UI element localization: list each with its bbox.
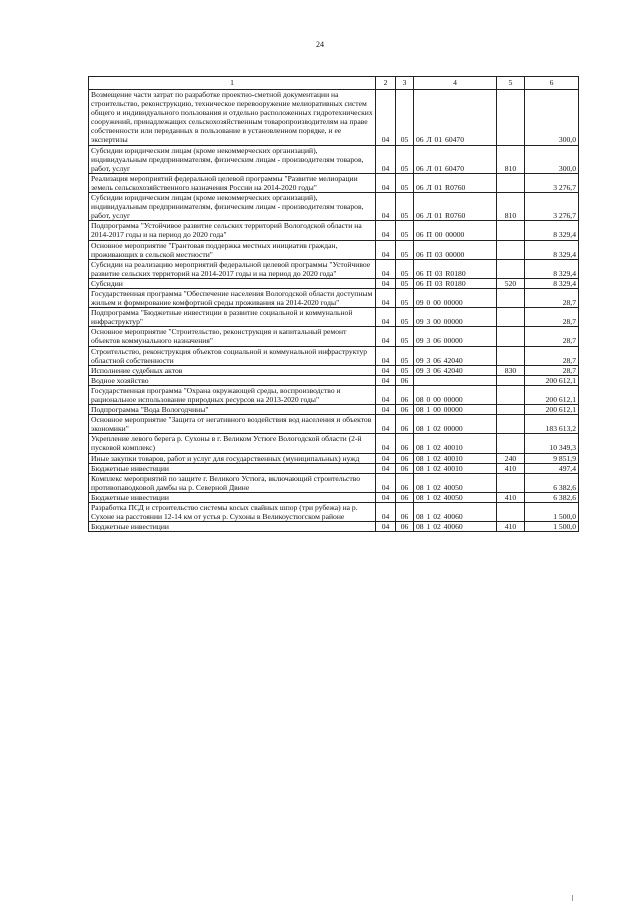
- row-subsection-cell: 06: [396, 385, 414, 404]
- row-expense-type-cell: [497, 240, 525, 259]
- row-target-article-cell: 09 3 06 42040: [414, 346, 497, 365]
- row-expense-type-cell: 410: [497, 492, 525, 502]
- header-col-1: 1: [89, 77, 376, 90]
- row-target-article-cell: 08 1 02 40010: [414, 463, 497, 473]
- row-target-article-cell: 09 3 06 42040: [414, 365, 497, 375]
- row-subsection-cell: 05: [396, 193, 414, 221]
- table-row: [89, 240, 579, 259]
- row-name-cell: Подпрограмма "Устойчивое развитие сельских территорий Вологодской области на 2014-2017 годы и на период до 2020 года": [89, 221, 376, 240]
- table-row: [89, 385, 579, 404]
- row-section-cell: 04: [376, 278, 396, 288]
- row-target-article-cell: 06 Л 01 R0760: [414, 193, 497, 221]
- row-target-article-cell: 08 1 00 00000: [414, 405, 497, 415]
- row-subsection-cell: 05: [396, 308, 414, 327]
- row-name-cell: Водное хозяйство: [89, 375, 376, 385]
- row-target-article-cell: 06 П 00 00000: [414, 221, 497, 240]
- table-row: [89, 375, 579, 385]
- row-amount-cell: 28,7: [525, 308, 579, 327]
- table-row: [89, 346, 579, 365]
- row-expense-type-cell: 810: [497, 145, 525, 173]
- header-col-5: 5: [497, 77, 525, 90]
- table-row: [89, 453, 579, 463]
- row-amount-cell: 28,7: [525, 346, 579, 365]
- table-row: [89, 463, 579, 473]
- row-section-cell: 04: [376, 503, 396, 522]
- row-target-article-cell: 08 1 02 40010: [414, 434, 497, 453]
- row-expense-type-cell: [497, 415, 525, 434]
- row-name-cell: Субсидии юридическим лицам (кроме некоммерческих организаций), индивидуальным предпринимателям, физическим лицам - производителям товаров, работ, услуг: [89, 145, 376, 173]
- row-section-cell: 04: [376, 434, 396, 453]
- row-target-article-cell: 06 Л 01 60470: [414, 145, 497, 173]
- row-amount-cell: 28,7: [525, 288, 579, 307]
- row-subsection-cell: 05: [396, 173, 414, 192]
- row-expense-type-cell: [497, 173, 525, 192]
- row-amount-cell: 3 276,7: [525, 193, 579, 221]
- row-amount-cell: 6 382,6: [525, 473, 579, 492]
- row-expense-type-cell: [497, 327, 525, 346]
- table-row: [89, 145, 579, 173]
- row-name-cell: Исполнение судебных актов: [89, 365, 376, 375]
- row-section-cell: 04: [376, 522, 396, 532]
- header-col-2: 2: [376, 77, 396, 90]
- row-section-cell: 04: [376, 221, 396, 240]
- row-target-article-cell: 06 П 03 R0180: [414, 259, 497, 278]
- table-row: [89, 259, 579, 278]
- row-name-cell: Комплекс мероприятий по защите г. Великого Устюга, включающий строительство противопаводковой дамбы на р. Северной Двине: [89, 473, 376, 492]
- row-section-cell: 04: [376, 90, 396, 146]
- row-name-cell: Субсидии: [89, 278, 376, 288]
- row-name-cell: Укрепление левого берега р. Сухоны в г. Великом Устюге Вологодской области (2-й пусковой комплекс): [89, 434, 376, 453]
- row-name-cell: Основное мероприятие "Строительство, реконструкция и капитальный ремонт объектов коммунального назначения": [89, 327, 376, 346]
- row-target-article-cell: 08 1 02 40060: [414, 503, 497, 522]
- row-section-cell: 04: [376, 415, 396, 434]
- row-target-article-cell: 06 Л 01 60470: [414, 90, 497, 146]
- row-section-cell: 04: [376, 173, 396, 192]
- row-subsection-cell: 06: [396, 463, 414, 473]
- row-subsection-cell: 06: [396, 522, 414, 532]
- table-row: [89, 503, 579, 522]
- row-section-cell: 04: [376, 385, 396, 404]
- table-row: [89, 221, 579, 240]
- table-row: [89, 434, 579, 453]
- row-amount-cell: 8 329,4: [525, 240, 579, 259]
- row-amount-cell: 10 349,3: [525, 434, 579, 453]
- row-name-cell: Бюджетные инвестиции: [89, 522, 376, 532]
- table-row: [89, 473, 579, 492]
- row-name-cell: Государственная программа "Охрана окружающей среды, воспроизводство и рациональное использование природных ресурсов на 2013-2020 годы": [89, 385, 376, 404]
- row-subsection-cell: 06: [396, 375, 414, 385]
- table-row: [89, 365, 579, 375]
- row-target-article-cell: 08 1 02 40050: [414, 492, 497, 502]
- row-section-cell: 04: [376, 240, 396, 259]
- row-subsection-cell: 05: [396, 145, 414, 173]
- row-subsection-cell: 05: [396, 365, 414, 375]
- table-body: [89, 90, 579, 532]
- row-expense-type-cell: [497, 308, 525, 327]
- row-subsection-cell: 06: [396, 492, 414, 502]
- row-amount-cell: 300,0: [525, 145, 579, 173]
- table-header-row: [89, 77, 579, 90]
- row-amount-cell: 1 500,0: [525, 522, 579, 532]
- budget-table: [88, 76, 579, 532]
- row-name-cell: Субсидии на реализацию мероприятий федеральной целевой программы "Устойчивое развитие сельских территорий на 2014-2017 годы и на период до 2020 года": [89, 259, 376, 278]
- row-amount-cell: 8 329,4: [525, 221, 579, 240]
- row-section-cell: 04: [376, 375, 396, 385]
- row-amount-cell: 183 613,2: [525, 415, 579, 434]
- row-name-cell: Бюджетные инвестиции: [89, 492, 376, 502]
- table-row: [89, 327, 579, 346]
- row-section-cell: 04: [376, 346, 396, 365]
- row-subsection-cell: 05: [396, 278, 414, 288]
- row-expense-type-cell: [497, 288, 525, 307]
- row-expense-type-cell: 240: [497, 453, 525, 463]
- row-subsection-cell: 06: [396, 405, 414, 415]
- row-target-article-cell: 08 1 02 00000: [414, 415, 497, 434]
- row-subsection-cell: 05: [396, 259, 414, 278]
- row-amount-cell: 28,7: [525, 365, 579, 375]
- table-row: [89, 405, 579, 415]
- row-target-article-cell: 08 1 02 40060: [414, 522, 497, 532]
- row-amount-cell: 300,0: [525, 90, 579, 146]
- row-target-article-cell: 08 1 02 40050: [414, 473, 497, 492]
- row-expense-type-cell: [497, 259, 525, 278]
- table-row: [89, 288, 579, 307]
- row-target-article-cell: 06 Л 01 R0760: [414, 173, 497, 192]
- row-section-cell: 04: [376, 405, 396, 415]
- row-subsection-cell: 06: [396, 415, 414, 434]
- row-target-article-cell: [414, 375, 497, 385]
- row-section-cell: 04: [376, 473, 396, 492]
- row-name-cell: Основное мероприятие "Грантовая поддержка местных инициатив граждан, проживающих в сельской местности": [89, 240, 376, 259]
- row-amount-cell: 200 612,1: [525, 405, 579, 415]
- row-section-cell: 04: [376, 288, 396, 307]
- row-target-article-cell: 06 П 03 R0180: [414, 278, 497, 288]
- row-expense-type-cell: [497, 90, 525, 146]
- header-col-6: 6: [525, 77, 579, 90]
- row-name-cell: Иные закупки товаров, работ и услуг для государственных (муниципальных) нужд: [89, 453, 376, 463]
- row-target-article-cell: 09 3 00 00000: [414, 308, 497, 327]
- row-target-article-cell: 09 3 06 00000: [414, 327, 497, 346]
- table-row: [89, 522, 579, 532]
- row-section-cell: 04: [376, 259, 396, 278]
- row-amount-cell: 200 612,1: [525, 375, 579, 385]
- row-name-cell: Бюджетные инвестиции: [89, 463, 376, 473]
- row-name-cell: Реализация мероприятий федеральной целевой программы "Развитие мелиорации земель сельскохозяйственного назначения России на 2014-2020 годы": [89, 173, 376, 192]
- row-expense-type-cell: 410: [497, 522, 525, 532]
- margin-mark: [572, 895, 573, 901]
- table-row: [89, 492, 579, 502]
- row-subsection-cell: 06: [396, 434, 414, 453]
- row-subsection-cell: 05: [396, 346, 414, 365]
- row-amount-cell: 497,4: [525, 463, 579, 473]
- row-name-cell: Основное мероприятие "Защита от негативного воздействия вод населения и объектов экономики": [89, 415, 376, 434]
- row-amount-cell: 200 612,1: [525, 385, 579, 404]
- row-amount-cell: 9 851,9: [525, 453, 579, 463]
- row-expense-type-cell: [497, 473, 525, 492]
- row-section-cell: 04: [376, 327, 396, 346]
- row-name-cell: Субсидии юридическим лицам (кроме некоммерческих организаций), индивидуальным предпринимателям, физическим лицам - производителям товаров, работ, услуг: [89, 193, 376, 221]
- row-section-cell: 04: [376, 308, 396, 327]
- row-expense-type-cell: [497, 503, 525, 522]
- row-section-cell: 04: [376, 365, 396, 375]
- table-row: [89, 193, 579, 221]
- table-row: [89, 90, 579, 146]
- table-row: [89, 278, 579, 288]
- row-section-cell: 04: [376, 492, 396, 502]
- row-amount-cell: 3 276,7: [525, 173, 579, 192]
- table-row: [89, 308, 579, 327]
- row-name-cell: Разработка ПСД и строительство системы косых свайных шпор (три рубежа) на р. Сухоне на расстоянии 12-14 км от устья р. Сухоны в Великоустюгском районе: [89, 503, 376, 522]
- row-target-article-cell: 09 0 00 00000: [414, 288, 497, 307]
- row-expense-type-cell: [497, 346, 525, 365]
- row-expense-type-cell: 830: [497, 365, 525, 375]
- row-subsection-cell: 05: [396, 221, 414, 240]
- row-section-cell: 04: [376, 145, 396, 173]
- row-name-cell: Строительство, реконструкция объектов социальной и коммунальной инфраструктур областной собственности: [89, 346, 376, 365]
- row-subsection-cell: 05: [396, 288, 414, 307]
- header-col-3: 3: [396, 77, 414, 90]
- row-subsection-cell: 05: [396, 90, 414, 146]
- row-expense-type-cell: [497, 375, 525, 385]
- header-col-4: 4: [414, 77, 497, 90]
- row-subsection-cell: 05: [396, 327, 414, 346]
- row-expense-type-cell: 520: [497, 278, 525, 288]
- row-subsection-cell: 05: [396, 240, 414, 259]
- row-name-cell: Подпрограмма "Бюджетные инвестиции в развитие социальной и коммунальной инфраструктур": [89, 308, 376, 327]
- row-amount-cell: 1 500,0: [525, 503, 579, 522]
- row-subsection-cell: 06: [396, 453, 414, 463]
- row-amount-cell: 8 329,4: [525, 278, 579, 288]
- row-expense-type-cell: [497, 385, 525, 404]
- row-amount-cell: 28,7: [525, 327, 579, 346]
- row-expense-type-cell: [497, 434, 525, 453]
- row-expense-type-cell: 810: [497, 193, 525, 221]
- row-expense-type-cell: 410: [497, 463, 525, 473]
- table-row: [89, 173, 579, 192]
- table-row: [89, 415, 579, 434]
- page-number: 24: [316, 40, 324, 49]
- row-name-cell: Подпрограмма "Вода Вологодчины": [89, 405, 376, 415]
- row-expense-type-cell: [497, 221, 525, 240]
- row-target-article-cell: 08 1 02 40010: [414, 453, 497, 463]
- row-section-cell: 04: [376, 453, 396, 463]
- row-name-cell: Государственная программа "Обеспечение населения Вологодской области доступным жильем и формирование комфортной среды проживания на 2014-2020 годы": [89, 288, 376, 307]
- row-subsection-cell: 06: [396, 503, 414, 522]
- row-section-cell: 04: [376, 193, 396, 221]
- row-expense-type-cell: [497, 405, 525, 415]
- row-subsection-cell: 06: [396, 473, 414, 492]
- row-name-cell: Возмещение части затрат по разработке проектно-сметной документации на строительство, реконструкцию, техническое перевооружение мелиоративных систем общего и индивидуального пользования и отдельно расположенных гидротехнических сооружений, принадлежащих сельскохозяйственным товаропроизводителям на праве собственности или переданных в пользование в установленном порядке, и ее экспертизы: [89, 90, 376, 146]
- row-target-article-cell: 08 0 00 00000: [414, 385, 497, 404]
- row-amount-cell: 6 382,6: [525, 492, 579, 502]
- row-target-article-cell: 06 П 03 00000: [414, 240, 497, 259]
- row-amount-cell: 8 329,4: [525, 259, 579, 278]
- row-section-cell: 04: [376, 463, 396, 473]
